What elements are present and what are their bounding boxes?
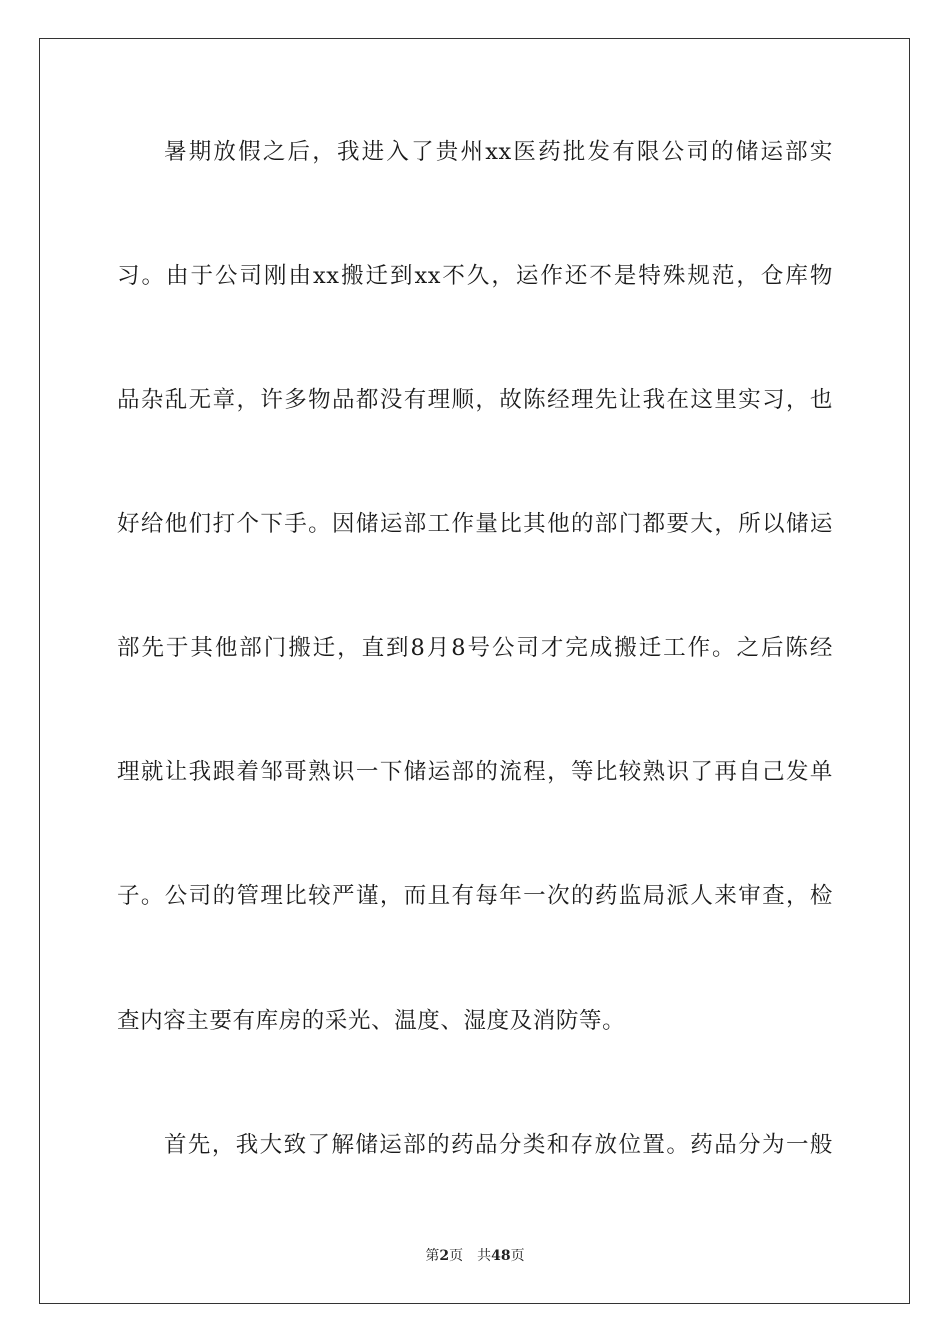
paragraph-1-line-8: 查内容主要有库房的采光、温度、湿度及消防等。: [117, 1008, 626, 1034]
current-page-number: 2: [439, 1248, 450, 1264]
paragraph-2-line-1: 首先，我大致了解储运部的药品分类和存放位置。药品分为一般: [164, 1132, 833, 1158]
paragraph-1-line-4: 好给他们打个下手。因储运部工作量比其他的部门都要大，所以储运: [117, 511, 833, 537]
paragraph-1-line-1: 暑期放假之后，我进入了贵州xx医药批发有限公司的储运部实: [164, 139, 833, 165]
paragraph-1-line-6: 理就让我跟着邹哥熟识一下储运部的流程，等比较熟识了再自己发单: [117, 759, 833, 785]
total-prefix: 共: [477, 1248, 492, 1264]
page-prefix: 第: [425, 1248, 440, 1264]
paragraph-1-line-5: 部先于其他部门搬迁，直到8月8号公司才完成搬迁工作。之后陈经: [117, 635, 833, 661]
paragraph-1-line-3: 品杂乱无章，许多物品都没有理顺，故陈经理先让我在这里实习，也: [117, 387, 833, 413]
paragraph-1-line-7: 子。公司的管理比较严谨，而且有每年一次的药监局派人来审查，检: [117, 883, 833, 909]
paragraph-1-line-2: 习。由于公司刚由xx搬迁到xx不久，运作还不是特殊规范，仓库物: [117, 263, 833, 289]
total-page-count: 48: [491, 1248, 511, 1264]
page-suffix: 页: [449, 1248, 464, 1264]
page-border: [39, 38, 910, 1304]
page-footer: [0, 1247, 950, 1265]
total-suffix: 页: [510, 1248, 525, 1264]
